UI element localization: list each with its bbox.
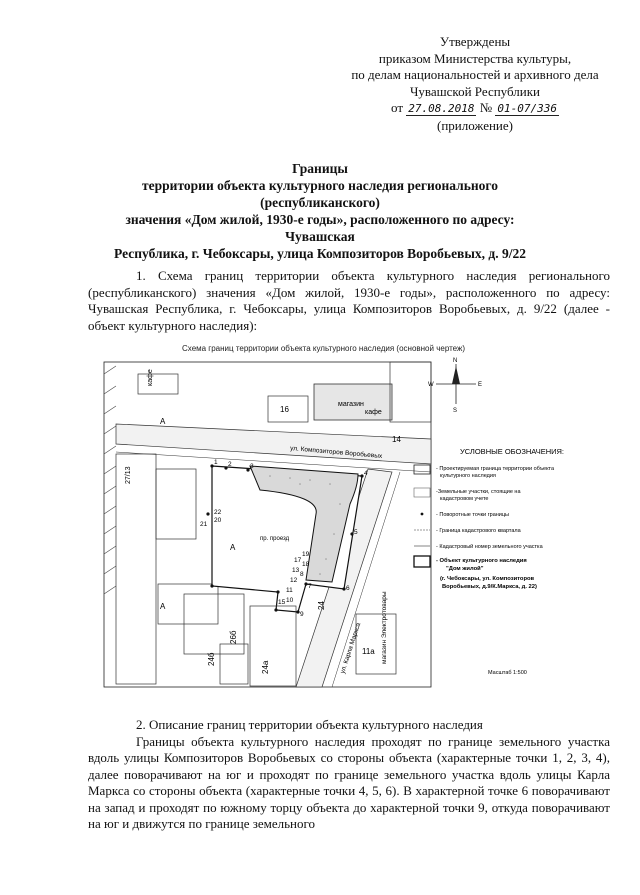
label-street-karl: ул. Карла Маркса <box>339 622 363 675</box>
label-cafe: кафе <box>147 369 154 386</box>
label-24b: 24б <box>207 652 216 666</box>
approval-number: 01-07/336 <box>497 102 557 115</box>
label-16: 16 <box>280 405 289 414</box>
from-prefix: от <box>390 100 403 115</box>
legend-item-6c: (г. Чебоксары, ул. Композиторов <box>440 576 535 582</box>
label-driveway: пр. проезд <box>260 536 290 542</box>
building-right-top <box>390 362 431 422</box>
pt-10: 10 <box>286 597 294 604</box>
document-title <box>90 160 550 262</box>
legend-swatch-boundary <box>414 465 430 474</box>
boundary-scheme <box>100 344 625 689</box>
approval-block <box>330 34 620 134</box>
title-line-4: Республика, г. Чебоксары, улица Композиторов Воробьевых, д. 9/22 <box>114 246 526 261</box>
map-title: Схема границ территории объекта культурного наследия (основной чертеж) <box>182 344 466 353</box>
title-line-3: значения «Дом жилой, 1930-е годы», расположенного по адресу: Чувашская <box>125 212 515 244</box>
approval-line-3: по делам национальностей и архивного дела <box>351 67 599 82</box>
compass-s: S <box>453 408 458 414</box>
section-2-text: Границы объекта культурного наследия проходят по границе земельного участка вдоль улицы Композиторов Воробьевых со стороны объекта (характерные точки 1, 2, 3, 4), далее поворачивают на юг и проходят по границе земельного участка вдоль улицы Карла Маркса со стороны объекта (характерные точки 4, 5, 6). В характерной точке 6 поворачивают на запад и проходят по южному торцу объекта до характерной точки 9, откуда поворачивают на юг и движутся по границе земельного <box>88 733 610 831</box>
label-street-top: ул. Композиторов Воробьевых <box>289 445 383 461</box>
label-26b: 26б <box>229 630 238 644</box>
legend-item-6b: "Дом жилой" <box>446 566 484 572</box>
legend-swatch-parcel <box>414 488 430 497</box>
label-a-top: А <box>160 417 166 426</box>
compass-w: W <box>428 382 434 388</box>
building-left-low <box>158 584 218 624</box>
building-left-mid <box>156 469 196 539</box>
street-top <box>116 424 431 464</box>
compass-icon <box>428 358 482 414</box>
approval-line-2: приказом Министерства культуры, <box>378 50 572 66</box>
label-14: 14 <box>392 435 401 444</box>
scheme-drawing <box>100 344 625 689</box>
title-line-1: Границы <box>292 161 348 176</box>
label-24: 24 <box>317 601 326 610</box>
map-border-hatching <box>104 366 116 594</box>
legend-item-3: - Поворотные точки границы <box>436 512 509 518</box>
title-line-2: территории объекта культурного наследия регионального (республиканского) <box>142 178 498 210</box>
legend-title: УСЛОВНЫЕ ОБОЗНАЧЕНИЯ: <box>460 447 565 456</box>
pt-21: 21 <box>200 521 208 528</box>
pt-13: 13 <box>292 567 300 574</box>
pt-2: 2 <box>228 461 232 468</box>
legend-swatch-object <box>414 556 430 567</box>
legend-item-5: - Кадастровый номер земельного участка <box>436 544 543 550</box>
paragraph-1: 1. Схема границ территории объекта культурного наследия регионального (республиканского) значения «Дом жилой, 1930-е годы», расположенного по адресу: Чувашская Республика, г. Чебоксары, улица Композиторов Воробьевых, д. 9/22 (далее - объект культурного наследия): <box>88 268 610 333</box>
legend-item-1: - Проектируемая граница территории объекта <box>436 466 555 472</box>
legend-item-1b: культурного наследия <box>440 473 496 479</box>
pt-4: 4 <box>364 470 368 477</box>
pt-3: 3 <box>250 463 254 470</box>
pt-12: 12 <box>290 577 298 584</box>
label-cafe-2: кафе <box>365 409 382 416</box>
pt-5: 5 <box>354 529 358 536</box>
pt-19: 19 <box>302 551 310 558</box>
number-prefix: № <box>479 100 493 115</box>
legend-item-2b: кадастровом учете <box>440 496 489 502</box>
pt-11: 11 <box>286 587 293 594</box>
compass-e: E <box>478 382 483 388</box>
pt-22: 22 <box>214 509 222 516</box>
legend-item-4: - Граница кадастрового квартала <box>436 528 521 534</box>
label-shop-el: магазин Электротовары <box>381 591 388 664</box>
pt-18: 18 <box>302 561 310 568</box>
label-27-13: 27/13 <box>125 466 132 484</box>
approval-date: 27.08.2018 <box>408 102 475 115</box>
building-27-13 <box>116 454 156 684</box>
legend-item-6d: Воробьевых, д.9/К.Маркса, д. 22) <box>442 584 537 590</box>
section-2 <box>88 717 610 833</box>
pt-6: 6 <box>346 585 350 592</box>
approval-line-4: Чувашской Республики <box>409 83 541 99</box>
pt-8: 8 <box>300 571 304 578</box>
pt-20: 20 <box>214 517 222 524</box>
label-a-parcel: А <box>230 543 236 552</box>
label-11a: 11а <box>362 647 375 656</box>
approval-line-1: Утверждены <box>439 34 511 49</box>
legend-point-icon <box>421 513 424 516</box>
map-scale: Масштаб 1:500 <box>488 670 527 676</box>
pt-15: 15 <box>278 599 286 606</box>
building-cafe <box>138 374 178 394</box>
label-shop: магазин <box>338 401 364 408</box>
approval-appendix: (приложение) <box>436 117 513 133</box>
section-2-heading: 2. Описание границ территории объекта культурного наследия <box>136 717 483 732</box>
label-a-bottom: А <box>160 602 166 611</box>
approval-date-line <box>330 100 620 118</box>
pt-1: 1 <box>214 459 218 466</box>
label-24a: 24а <box>261 660 270 674</box>
legend-item-6: - Объект культурного наследия <box>436 558 527 564</box>
legend-item-2: -Земельные участки, стоящие на <box>436 489 521 495</box>
building-shop-el <box>356 614 396 674</box>
pt-9: 9 <box>300 611 304 618</box>
building-24a <box>250 606 296 686</box>
pt-17: 17 <box>294 557 302 564</box>
pt-7: 7 <box>308 583 312 590</box>
compass-n: N <box>453 358 458 364</box>
